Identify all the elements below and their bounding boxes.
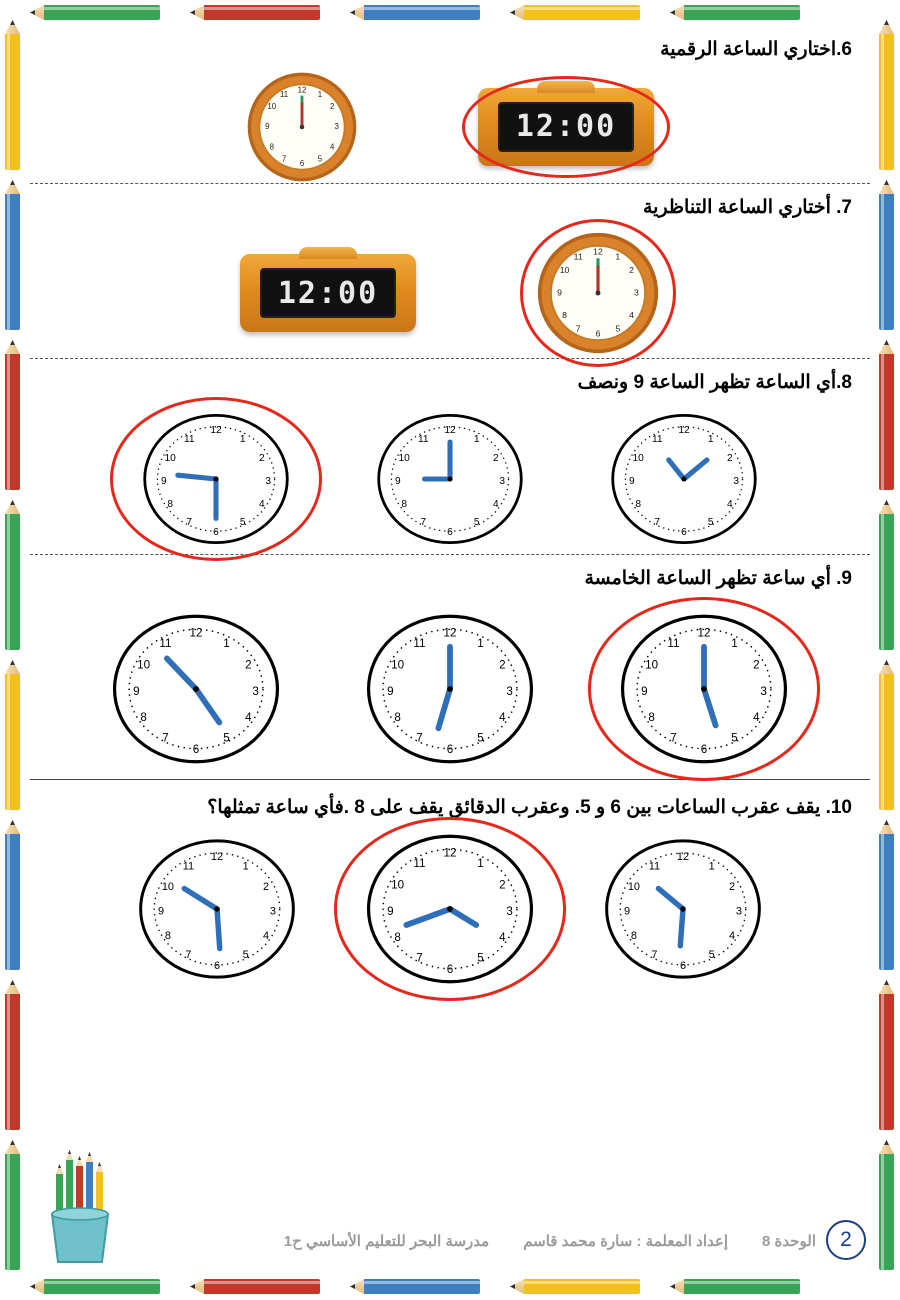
svg-text:4: 4 [330, 141, 335, 151]
svg-text:3: 3 [733, 475, 740, 487]
svg-text:5: 5 [477, 950, 484, 964]
svg-text:10: 10 [627, 880, 640, 893]
question-6-title: 6.اختاري الساعة الرقمية [660, 39, 852, 60]
question-8 [26, 359, 874, 555]
svg-text:1: 1 [242, 859, 249, 872]
svg-text:9: 9 [641, 684, 648, 698]
svg-text:10: 10 [164, 452, 176, 464]
question-9-title: 9. أي ساعة تظهر الساعة الخامسة [584, 567, 852, 589]
svg-text:9: 9 [387, 904, 394, 918]
page-footer [26, 1204, 874, 1270]
question-8-option-3[interactable] [126, 409, 306, 549]
svg-text:3: 3 [735, 904, 742, 917]
analog-clock [350, 829, 550, 989]
svg-text:5: 5 [615, 323, 621, 334]
question-10 [26, 780, 874, 989]
svg-text:7: 7 [420, 516, 427, 528]
svg-text:6: 6 [446, 743, 454, 756]
svg-text:7: 7 [416, 950, 423, 964]
analog-clock [590, 834, 776, 984]
question-8-option-1[interactable] [594, 409, 774, 549]
svg-text:12: 12 [189, 626, 203, 640]
question-7-options [26, 228, 874, 358]
svg-text:6: 6 [213, 526, 219, 538]
svg-text:2: 2 [499, 658, 506, 672]
question-7-option-analog[interactable] [536, 231, 660, 355]
svg-text:4: 4 [245, 711, 252, 724]
analog-clock [124, 834, 310, 984]
svg-text:5: 5 [707, 516, 714, 528]
svg-text:6: 6 [192, 743, 200, 756]
svg-text:6: 6 [447, 526, 453, 538]
svg-text:11: 11 [648, 859, 661, 872]
svg-text:10: 10 [398, 452, 410, 464]
analog-clock [536, 231, 660, 355]
svg-text:12: 12 [297, 84, 307, 94]
question-8-title: 8.أي الساعة تظهر الساعة 9 ونصف [577, 372, 852, 393]
svg-text:1: 1 [708, 859, 715, 872]
svg-text:11: 11 [183, 433, 195, 445]
question-7 [26, 184, 874, 360]
question-10-option-2[interactable] [350, 829, 550, 989]
question-9-options [26, 599, 874, 779]
pencil-border-bottom [0, 1274, 900, 1300]
svg-text:7: 7 [281, 154, 287, 164]
svg-text:3: 3 [760, 684, 767, 698]
svg-text:7: 7 [185, 948, 192, 961]
svg-text:5: 5 [239, 516, 246, 528]
svg-text:12: 12 [678, 424, 690, 436]
question-10-options [26, 829, 874, 989]
question-8-option-2[interactable] [360, 409, 540, 549]
svg-text:4: 4 [753, 711, 760, 724]
question-6-option-digital[interactable] [478, 88, 654, 166]
svg-text:11: 11 [159, 636, 172, 650]
svg-text:10: 10 [267, 101, 277, 111]
digital-clock-time: 12:00 [277, 275, 379, 311]
svg-text:12: 12 [443, 846, 457, 860]
svg-text:2: 2 [729, 880, 736, 893]
svg-text:10: 10 [391, 658, 405, 672]
svg-text:8: 8 [630, 929, 637, 942]
svg-text:2: 2 [258, 452, 265, 464]
svg-text:10: 10 [137, 658, 151, 672]
svg-text:3: 3 [506, 904, 513, 918]
svg-text:6: 6 [446, 962, 454, 976]
svg-text:5: 5 [242, 948, 249, 961]
svg-text:9: 9 [557, 287, 562, 298]
svg-text:4: 4 [729, 929, 736, 942]
svg-text:11: 11 [573, 251, 583, 262]
svg-text:11: 11 [182, 859, 195, 872]
svg-text:10: 10 [161, 880, 174, 893]
svg-text:7: 7 [651, 948, 658, 961]
svg-text:1: 1 [615, 251, 621, 262]
svg-text:8: 8 [401, 498, 408, 510]
question-6-options [26, 71, 874, 183]
svg-text:9: 9 [628, 475, 635, 487]
svg-text:8: 8 [394, 930, 401, 944]
worksheet-content [26, 26, 874, 1274]
svg-text:12: 12 [676, 850, 690, 863]
svg-text:7: 7 [162, 731, 169, 745]
svg-text:7: 7 [654, 516, 661, 528]
svg-text:8: 8 [164, 929, 171, 942]
svg-text:4: 4 [258, 498, 265, 510]
question-9-option-3[interactable] [96, 609, 296, 769]
svg-text:6: 6 [700, 743, 708, 756]
svg-text:9: 9 [158, 904, 165, 917]
svg-text:9: 9 [387, 684, 394, 698]
footer-text [284, 1232, 816, 1250]
svg-text:2: 2 [629, 265, 634, 276]
svg-text:6: 6 [595, 328, 601, 339]
svg-text:3: 3 [265, 475, 272, 487]
question-7-option-digital[interactable] [240, 254, 416, 332]
svg-text:9: 9 [624, 904, 631, 917]
svg-text:8: 8 [562, 309, 567, 320]
svg-text:12: 12 [444, 424, 456, 436]
svg-text:1: 1 [477, 636, 484, 650]
svg-text:6: 6 [213, 959, 221, 972]
svg-text:11: 11 [417, 433, 429, 445]
svg-text:12: 12 [443, 626, 457, 640]
svg-text:2: 2 [330, 101, 335, 111]
svg-text:1: 1 [317, 89, 323, 99]
svg-text:12: 12 [697, 626, 711, 640]
question-9-option-2[interactable] [350, 609, 550, 769]
svg-text:7: 7 [670, 731, 677, 745]
svg-text:8: 8 [394, 711, 401, 724]
question-7-title: 7. أختاري الساعة التناظرية [642, 196, 852, 218]
digital-clock [240, 254, 416, 332]
svg-text:2: 2 [726, 452, 733, 464]
question-10-option-1[interactable] [590, 834, 776, 984]
pencil-border-right [874, 0, 900, 1300]
svg-text:5: 5 [477, 731, 484, 745]
svg-text:6: 6 [681, 526, 687, 538]
svg-text:3: 3 [499, 475, 506, 487]
svg-text:12: 12 [210, 424, 222, 436]
svg-text:4: 4 [492, 498, 499, 510]
digital-clock-bump [537, 81, 595, 93]
svg-text:1: 1 [239, 433, 246, 445]
analog-clock [350, 609, 550, 769]
svg-text:4: 4 [499, 930, 506, 944]
svg-text:10: 10 [645, 658, 659, 672]
svg-text:5: 5 [317, 154, 323, 164]
analog-clock [604, 609, 804, 769]
svg-text:1: 1 [473, 433, 480, 445]
svg-text:9: 9 [160, 475, 167, 487]
svg-text:11: 11 [413, 856, 426, 870]
svg-text:10: 10 [632, 452, 644, 464]
svg-text:4: 4 [263, 929, 270, 942]
question-10-title: 10. يقف عقرب الساعات بين 6 و 5. وعقرب الدقائق يقف على 8 .فأي ساعة تمثلها؟ [207, 797, 852, 818]
svg-text:8: 8 [269, 141, 274, 151]
svg-text:2: 2 [492, 452, 499, 464]
svg-text:1: 1 [731, 636, 738, 650]
footer-school: مدرسة البحر للتعليم الأساسي ح1 [283, 1233, 490, 1250]
analog-clock [96, 609, 296, 769]
analog-clock [246, 71, 358, 183]
digital-clock-time: 12:00 [515, 109, 617, 144]
svg-text:6: 6 [679, 959, 687, 972]
pencil-border-top [0, 0, 900, 26]
svg-text:9: 9 [394, 475, 401, 487]
svg-text:2: 2 [263, 880, 270, 893]
question-6-option-analog[interactable] [246, 71, 358, 183]
svg-text:11: 11 [651, 433, 663, 445]
svg-text:8: 8 [635, 498, 642, 510]
svg-text:9: 9 [133, 684, 140, 698]
svg-text:5: 5 [731, 731, 738, 745]
footer-unit: الوحدة 8 [761, 1233, 816, 1250]
svg-text:3: 3 [634, 287, 639, 298]
digital-clock [478, 88, 654, 166]
footer-prepared-by: إعداد المعلمة : سارة محمد قاسم [523, 1233, 728, 1250]
pencil-cup [36, 1148, 126, 1268]
svg-text:7: 7 [575, 323, 581, 334]
page-number: 2 [826, 1220, 866, 1260]
question-9-option-1[interactable] [604, 609, 804, 769]
svg-text:4: 4 [629, 309, 634, 320]
svg-text:11: 11 [413, 636, 426, 650]
digital-clock-screen [260, 268, 396, 318]
svg-text:7: 7 [416, 731, 423, 745]
svg-text:7: 7 [186, 516, 193, 528]
analog-clock [594, 409, 774, 549]
svg-text:6: 6 [299, 158, 305, 168]
pencil-border-left [0, 0, 26, 1300]
svg-text:12: 12 [593, 246, 603, 257]
svg-text:2: 2 [245, 658, 252, 672]
svg-text:5: 5 [473, 516, 480, 528]
svg-text:8: 8 [140, 711, 147, 724]
analog-clock [360, 409, 540, 549]
svg-text:1: 1 [223, 636, 230, 650]
svg-text:10: 10 [559, 265, 570, 276]
digital-clock-bump [299, 247, 357, 259]
question-6 [26, 26, 874, 184]
svg-text:5: 5 [223, 731, 230, 745]
svg-text:11: 11 [667, 636, 680, 650]
svg-text:3: 3 [269, 904, 276, 917]
svg-text:11: 11 [280, 89, 289, 99]
question-9 [26, 555, 874, 781]
svg-text:2: 2 [753, 658, 760, 672]
svg-text:3: 3 [506, 684, 513, 698]
digital-clock-screen [498, 102, 634, 152]
svg-text:2: 2 [499, 878, 506, 892]
svg-text:1: 1 [707, 433, 714, 445]
svg-text:3: 3 [252, 684, 259, 698]
question-10-option-3[interactable] [124, 834, 310, 984]
analog-clock [126, 409, 306, 549]
svg-text:1: 1 [477, 856, 484, 870]
svg-text:4: 4 [726, 498, 733, 510]
svg-text:10: 10 [391, 878, 405, 892]
svg-text:5: 5 [708, 948, 715, 961]
svg-text:8: 8 [648, 711, 655, 724]
svg-text:9: 9 [265, 121, 270, 131]
svg-text:8: 8 [167, 498, 174, 510]
svg-text:3: 3 [334, 121, 339, 131]
svg-text:12: 12 [210, 850, 224, 863]
svg-text:4: 4 [499, 711, 506, 724]
question-8-options [26, 404, 874, 554]
